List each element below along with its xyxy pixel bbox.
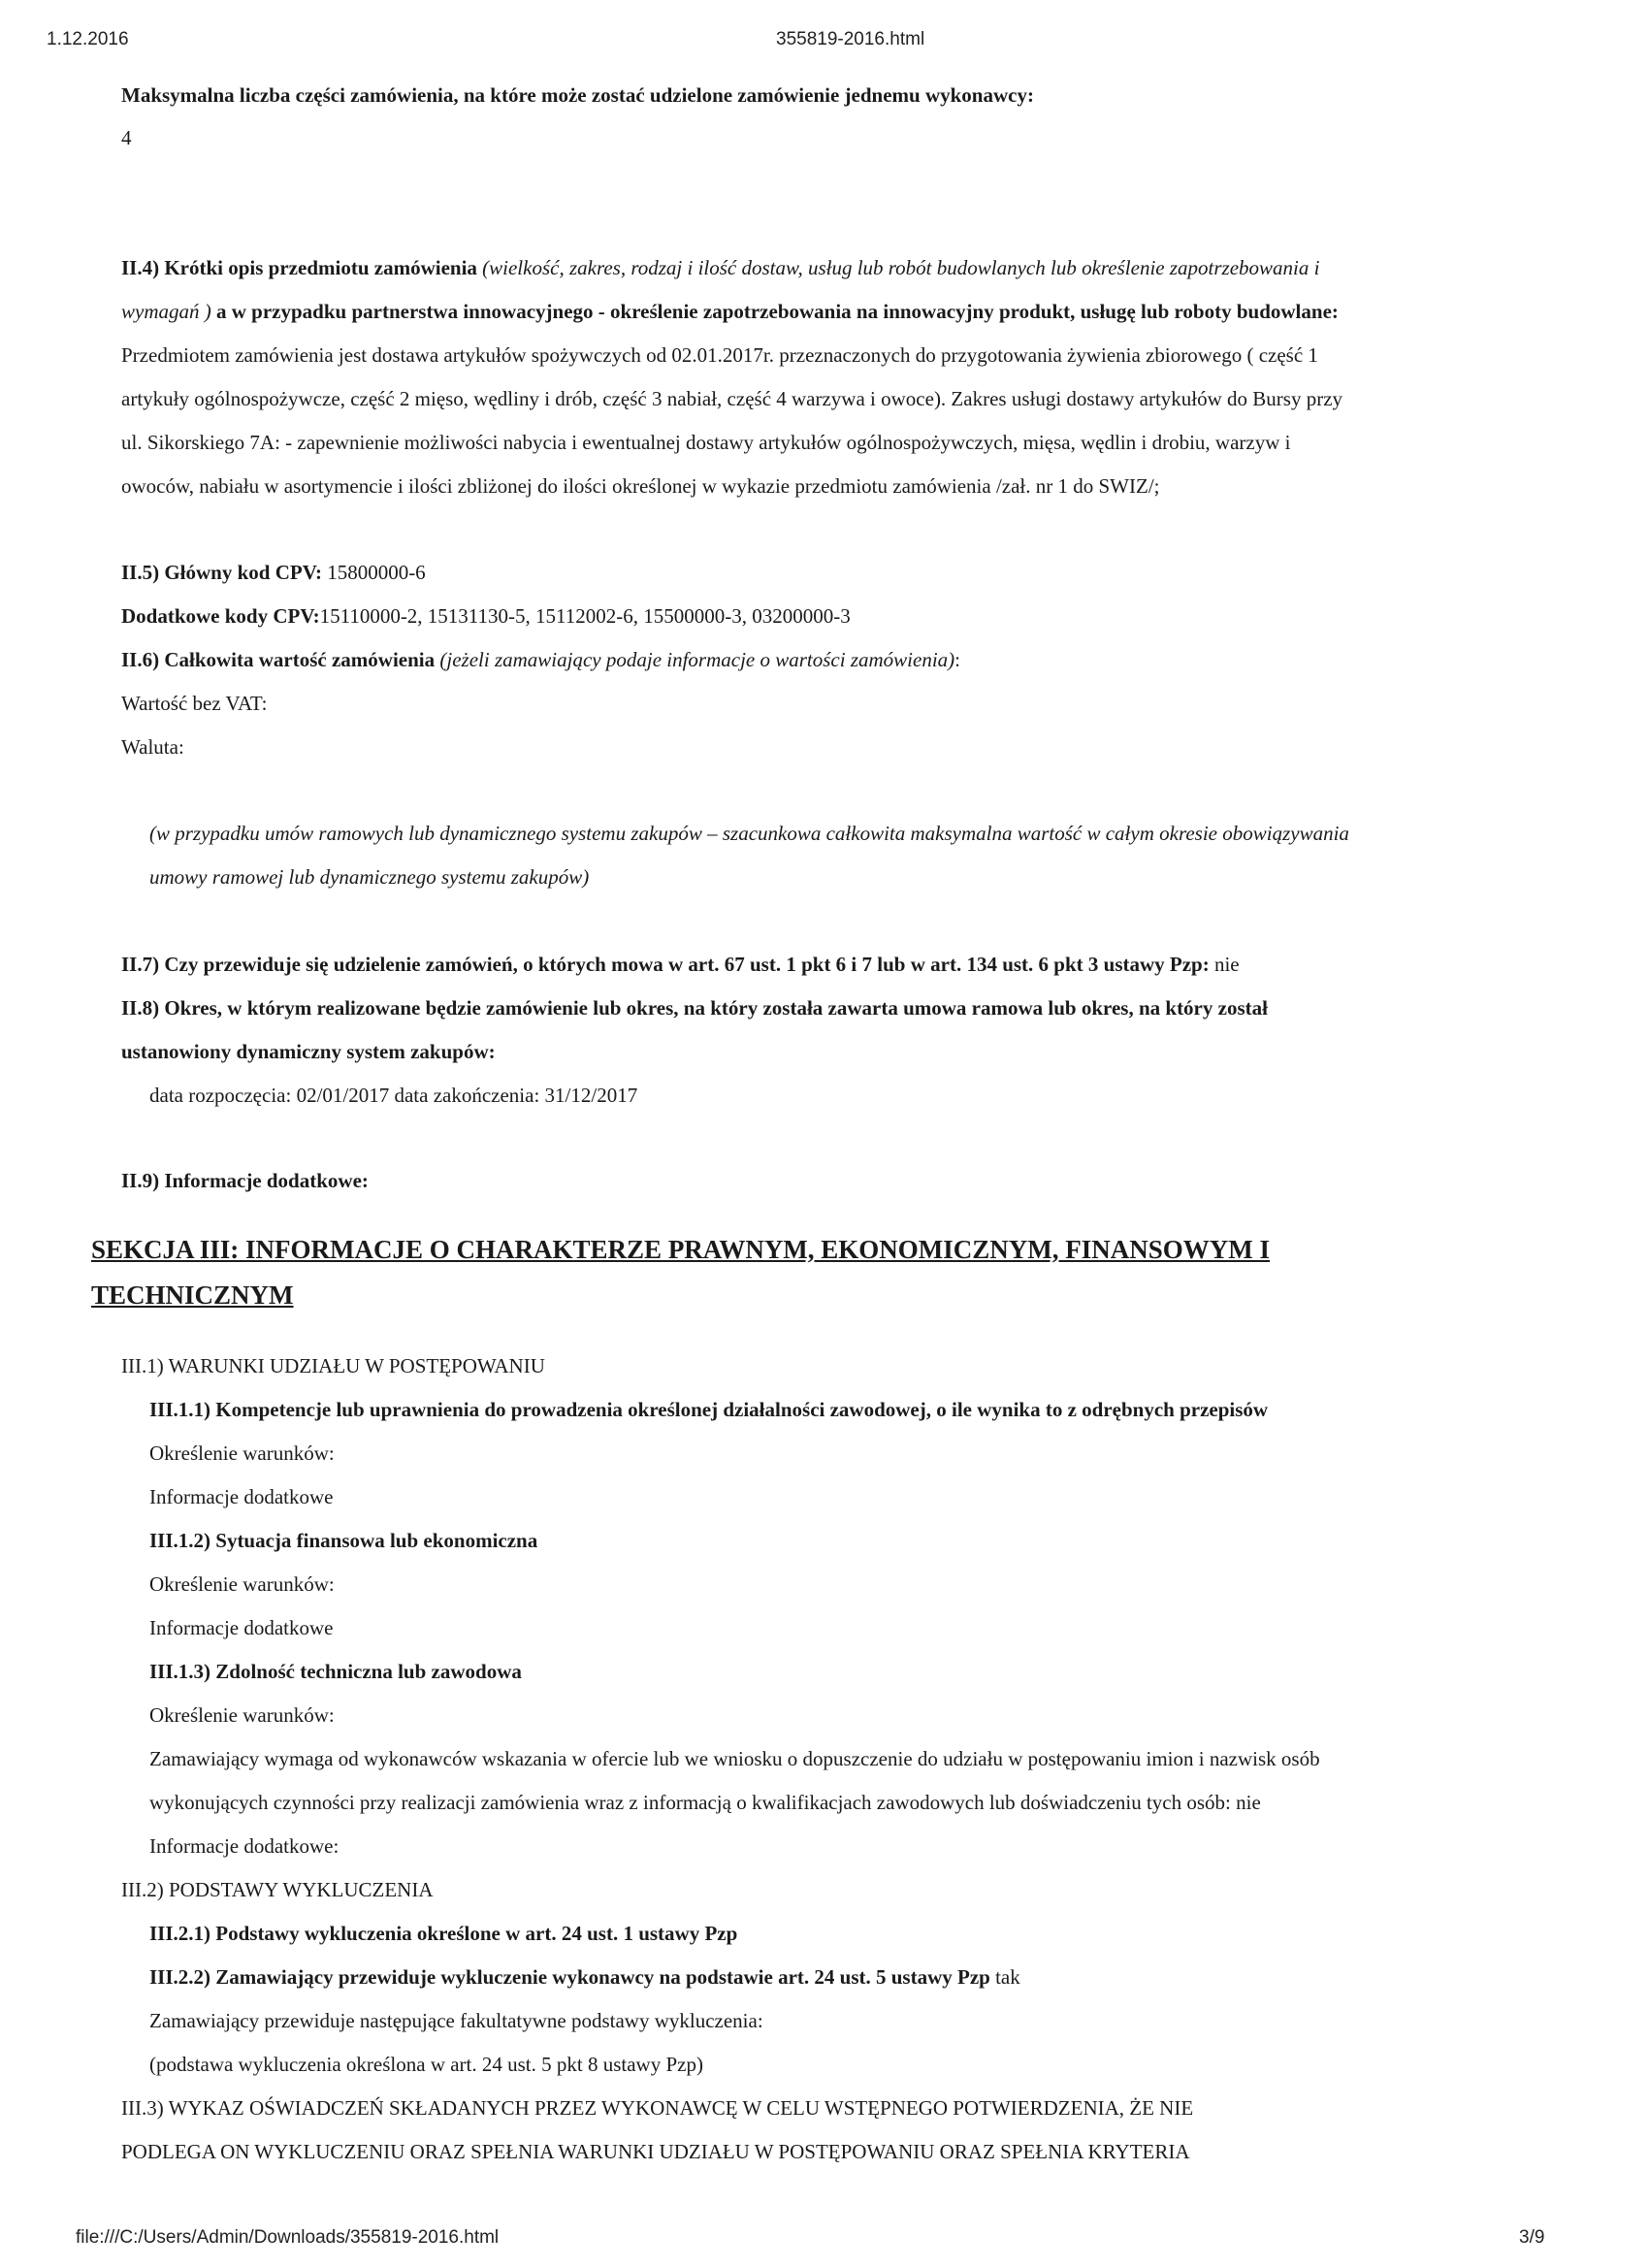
section-ii6 bbox=[121, 646, 960, 673]
section-iii21: III.2.1) Podstawy wykluczenia określone w art. 24 ust. 1 ustawy Pzp bbox=[149, 1922, 738, 1945]
cpv-value: 15110000-2, 15131130-5, 15112002-6, 15500000-3, 03200000-3 bbox=[319, 604, 851, 628]
section-iii22 bbox=[149, 1963, 1020, 1991]
contract-dates: data rozpoczęcia: 02/01/2017 data zakończenia: 31/12/2017 bbox=[149, 1084, 638, 1107]
framework-note: (w przypadku umów ramowych lub dynamicznego systemu zakupów – szacunkowa całkowita maksymalna wartość w całym okresie obowiązywania bbox=[149, 822, 1349, 845]
additional-info-label: Informacje dodatkowe bbox=[149, 1616, 334, 1639]
conditions-label: Określenie warunków: bbox=[149, 1703, 335, 1727]
iii22-value: tak bbox=[995, 1965, 1020, 1989]
value-excl-vat: Wartość bez VAT: bbox=[121, 692, 268, 715]
iii22-label: III.2.2) Zamawiający przewiduje wykluczenie wykonawcy na podstawie art. 24 ust. 5 ustawy Pzp bbox=[149, 1965, 996, 1989]
section-ii8: II.8) Okres, w którym realizowane będzie zamówienie lub okres, na który została zawarta umowa ramowa lub okres, na który został bbox=[121, 996, 1268, 1020]
section-iii-title-cont: TECHNICZNYM bbox=[91, 1280, 294, 1310]
section-iii3: III.3) WYKAZ OŚWIADCZEŃ SKŁADANYCH PRZEZ WYKONAWCĘ W CELU WSTĘPNEGO POTWIERDZENIA, ŻE NIE bbox=[121, 2096, 1194, 2120]
ii7-value: nie bbox=[1213, 953, 1240, 976]
section-ii4-heading bbox=[121, 254, 1319, 281]
iii13-text-line: Zamawiający wymaga od wykonawców wskazania w ofercie lub we wniosku o dopuszczenie do udziału w postępowaniu imion i nazwisk osób bbox=[149, 1747, 1320, 1770]
conditions-label: Określenie warunków: bbox=[149, 1442, 335, 1465]
section-iii-title: SEKCJA III: INFORMACJE O CHARAKTERZE PRAWNYM, EKONOMICZNYM, FINANSOWYM I bbox=[91, 1235, 1271, 1264]
file-path: file:///C:/Users/Admin/Downloads/355819-2016.html bbox=[76, 2227, 500, 2248]
section-iii1: III.1) WARUNKI UDZIAŁU W POSTĘPOWANIU bbox=[121, 1354, 545, 1377]
ii4-label-cont: a w przypadku partnerstwa innowacyjnego - określenie zapotrzebowania na innowacyjny produkt, usługę lub roboty budowlane: bbox=[210, 300, 1339, 323]
ii4-text-line: Przedmiotem zamówienia jest dostawa artykułów spożywczych od 02.01.2017r. przeznaczonych do przygotowania żywienia zbiorowego ( część 1 bbox=[121, 343, 1318, 367]
section-iii11: III.1.1) Kompetencje lub uprawnienia do prowadzenia określonej działalności zawodowej, o ile wynika to z odrębnych przepisów bbox=[149, 1398, 1269, 1421]
max-parts-label: Maksymalna liczba części zamówienia, na które może zostać udzielone zamówienie jednemu wykonawcy: bbox=[121, 83, 1034, 107]
ii5-label: II.5) Główny kod CPV: bbox=[121, 561, 328, 584]
currency-label: Waluta: bbox=[121, 735, 184, 759]
max-parts-value: 4 bbox=[121, 126, 132, 149]
ii7-label: II.7) Czy przewiduje się udzielenie zamówień, o których mowa w art. 67 ust. 1 pkt 6 i 7 lub w art. 134 ust. 6 pkt 3 ustawy Pzp: bbox=[121, 953, 1214, 976]
optional-exclusion-text: Zamawiający przewiduje następujące fakultatywne podstawy wykluczenia: bbox=[149, 2009, 763, 2032]
framework-note-cont: umowy ramowej lub dynamicznego systemu zakupów) bbox=[149, 865, 590, 889]
additional-info-label: Informacje dodatkowe: bbox=[149, 1834, 340, 1858]
page-number: 3/9 bbox=[1519, 2227, 1545, 2248]
ii5-value: 15800000-6 bbox=[327, 561, 426, 584]
section-ii4-heading-cont bbox=[121, 298, 1339, 325]
conditions-label: Określenie warunków: bbox=[149, 1572, 335, 1596]
ii4-text-line: owoców, nabiału w asortymencie i ilości zbliżonej do ilości określonej w wykazie przedmiotu zamówienia /zał. nr 1 do SWIZ/; bbox=[121, 474, 1160, 498]
section-ii7 bbox=[121, 951, 1240, 978]
ii4-note-cont: wymagań ) bbox=[121, 300, 211, 323]
ii4-note: (wielkość, zakres, rodzaj i ilość dostaw, usług lub robót budowlanych lub określenie zapotrzebowania i bbox=[482, 256, 1320, 279]
iii13-text-line: wykonujących czynności przy realizacji zamówienia wraz z informacją o kwalifikacjach zawodowych lub doświadczeniu tych osób: nie bbox=[149, 1791, 1261, 1814]
section-ii5 bbox=[121, 559, 426, 586]
additional-info-label: Informacje dodatkowe bbox=[149, 1485, 334, 1508]
section-iii12: III.1.2) Sytuacja finansowa lub ekonomiczna bbox=[149, 1529, 538, 1552]
ii4-text-line: artykuły ogólnospożywcze, część 2 mięso, wędliny i drób, część 3 nabiał, część 4 warzywa i owoce). Zakres usługi dostawy artykułów do Bursy przy bbox=[121, 387, 1343, 410]
section-ii9: II.9) Informacje dodatkowe: bbox=[121, 1169, 369, 1192]
section-iii13: III.1.3) Zdolność techniczna lub zawodowa bbox=[149, 1660, 522, 1683]
additional-cpv bbox=[121, 602, 851, 630]
ii6-note: (jeżeli zamawiający podaje informacje o wartości zamówienia) bbox=[439, 648, 955, 671]
section-iii2: III.2) PODSTAWY WYKLUCZENIA bbox=[121, 1878, 434, 1901]
ii6-colon: : bbox=[954, 648, 961, 671]
cpv-label: Dodatkowe kody CPV: bbox=[121, 604, 320, 628]
print-date: 1.12.2016 bbox=[47, 29, 129, 49]
section-iii3-cont: PODLEGA ON WYKLUCZENIU ORAZ SPEŁNIA WARUNKI UDZIAŁU W POSTĘPOWANIU ORAZ SPEŁNIA KRYTERIA bbox=[121, 2140, 1190, 2163]
ii4-label: II.4) Krótki opis przedmiotu zamówienia bbox=[121, 256, 483, 279]
ii6-label: II.6) Całkowita wartość zamówienia bbox=[121, 648, 440, 671]
optional-exclusion-basis: (podstawa wykluczenia określona w art. 24 ust. 5 pkt 8 ustawy Pzp) bbox=[149, 2053, 703, 2076]
print-filename: 355819-2016.html bbox=[776, 29, 925, 49]
section-ii8-cont: ustanowiony dynamiczny system zakupów: bbox=[121, 1040, 496, 1063]
ii4-text-line: ul. Sikorskiego 7A: - zapewnienie możliwości nabycia i ewentualnej dostawy artykułów ogólnospożywczych, mięsa, wędlin i drobiu, warzyw i bbox=[121, 431, 1291, 454]
